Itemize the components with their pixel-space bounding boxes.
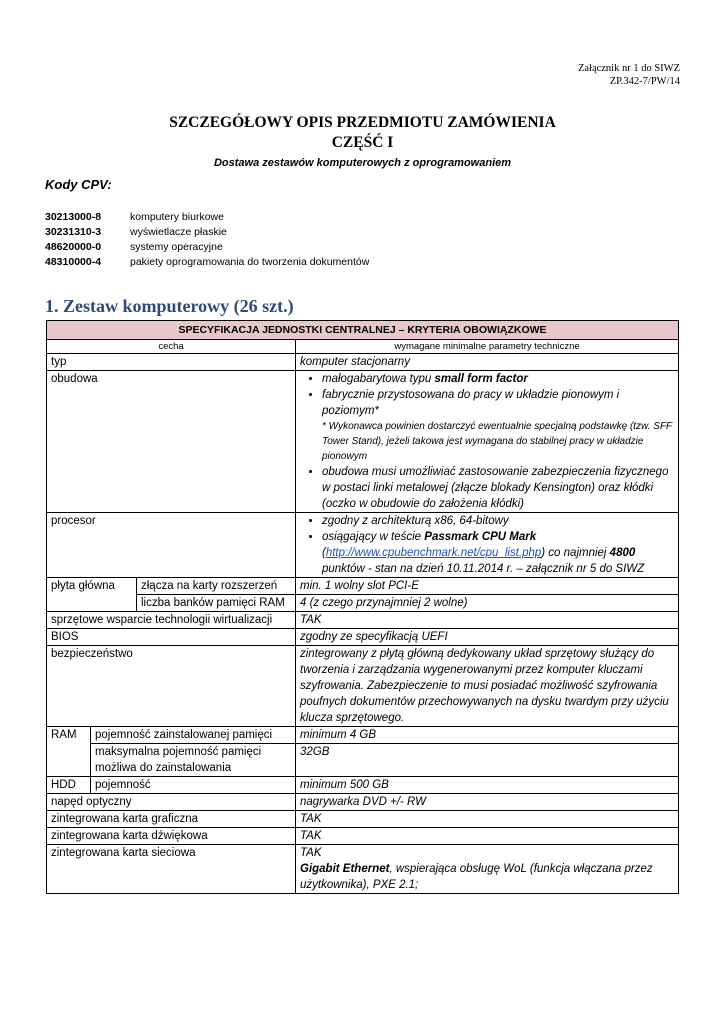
bold-text: 4800	[609, 547, 636, 559]
column-header-feature: cecha	[47, 340, 296, 354]
cpv-desc: pakiety oprogramowania do tworzenia dokumentów	[130, 256, 370, 268]
table-row	[47, 845, 679, 894]
row-label: obudowa	[47, 371, 296, 513]
table-row	[47, 578, 679, 595]
list-item	[322, 513, 674, 529]
row-label: typ	[47, 354, 296, 371]
list-item	[322, 529, 674, 577]
row-value: minimum 500 GB	[296, 777, 679, 794]
column-header-row	[47, 340, 679, 354]
row-value: minimum 4 GB	[296, 727, 679, 744]
text: zgodny z architekturą x86, 64-bitowy	[322, 515, 509, 527]
row-label: zintegrowana karta dźwiękowa	[47, 828, 296, 845]
bold-text: Passmark CPU Mark	[424, 531, 537, 543]
text: , wspierająca obsługę WoL (funkcja włączana przez użytkownika), PXE 2.1;	[300, 863, 653, 891]
table-row	[47, 646, 679, 727]
part-title: CZĘŚĆ I	[331, 134, 394, 151]
table-row	[47, 828, 679, 845]
table-row	[47, 612, 679, 629]
row-label: zintegrowana karta sieciowa	[47, 845, 296, 894]
table-row	[47, 371, 679, 513]
row-label: procesor	[47, 513, 296, 578]
row-value	[296, 371, 679, 513]
case-number: ZP.342-7/PW/14	[609, 76, 680, 87]
section-heading: 1. Zestaw komputerowy (26 szt.)	[45, 296, 294, 316]
table-row	[47, 777, 679, 794]
list-item	[322, 464, 674, 512]
cpv-item	[45, 240, 369, 255]
row-label: RAM	[47, 727, 91, 777]
table-row	[47, 513, 679, 578]
cpv-list	[45, 210, 369, 270]
document-reference	[578, 62, 680, 88]
row-value: zintegrowany z płytą główną dedykowany układ sprzętowy służący do tworzenia i zarządzania wygenerowanymi przez komputer kluczami szyfrowania. Zabezpieczenie to musi posiadać możliwość szyfrowania poufnych dokumentów przechowywanych na dysku twardym przy użyciu klucza sprzętowego.	[296, 646, 679, 727]
text: obudowa musi umożliwiać zastosowanie zabezpieczenia fizycznego w postaci linki metalowej (złącze blokady Kensington) oraz kłódki (oczko w obudowie do założenia kłódki)	[322, 466, 669, 510]
text: fabrycznie przystosowana do pracy w układzie pionowym i poziomym*	[322, 389, 620, 417]
column-header-requirements: wymagane minimalne parametry techniczne	[296, 340, 679, 354]
row-value: TAK	[296, 828, 679, 845]
cpv-code: 48620000-0	[45, 241, 102, 253]
sub-label: liczba banków pamięci RAM	[137, 595, 296, 612]
requirement-list	[300, 513, 674, 577]
cpv-heading: Kody CPV:	[45, 177, 112, 192]
text: TAK	[300, 847, 322, 859]
footnote: * Wykonawca powinien dostarczyć ewentualnie specjalną podstawkę (tzw. SFF Tower Stand), jeżeli takowa jest wymagana do stabilnej pracy w układzie pionowym	[322, 421, 672, 462]
cpv-code: 30213000-8	[45, 211, 102, 223]
table-row	[47, 811, 679, 828]
list-item	[322, 387, 674, 464]
table-row	[47, 595, 679, 612]
cpv-item	[45, 225, 369, 240]
text: (	[322, 547, 326, 559]
row-value	[296, 513, 679, 578]
cpv-code: 48310000-4	[45, 256, 102, 268]
bold-text: small form factor	[434, 373, 528, 385]
row-value: min. 1 wolny slot PCI-E	[296, 578, 679, 595]
text: małogabarytowa typu	[322, 373, 435, 385]
cpv-desc: komputery biurkowe	[130, 211, 224, 223]
row-label: sprzętowe wsparcie technologii wirtualizacji	[47, 612, 296, 629]
row-value: TAK	[296, 612, 679, 629]
table-row	[47, 794, 679, 811]
row-label: HDD	[47, 777, 91, 794]
row-label: BIOS	[47, 629, 296, 646]
sub-label: pojemność	[91, 777, 296, 794]
row-label: płyta główna	[47, 578, 137, 612]
bold-text: Gigabit Ethernet	[300, 863, 390, 875]
table-row	[47, 629, 679, 646]
specification-table	[46, 320, 679, 894]
table-header-row	[47, 321, 679, 340]
row-value: 4 (z czego przynajmniej 2 wolne)	[296, 595, 679, 612]
cpv-desc: wyświetlacze płaskie	[130, 226, 227, 238]
table-row	[47, 727, 679, 744]
text: ) co najmniej	[541, 547, 610, 559]
sub-label: pojemność zainstalowanej pamięci	[91, 727, 296, 744]
row-label: zintegrowana karta graficzna	[47, 811, 296, 828]
requirement-list	[300, 371, 674, 512]
passmark-link[interactable]: http://www.cpubenchmark.net/cpu_list.php	[325, 547, 542, 559]
text: osiągający w teście	[322, 531, 425, 543]
attachment-number: Załącznik nr 1 do SIWZ	[577, 63, 680, 74]
sub-label: złącza na karty rozszerzeń	[137, 578, 296, 595]
table-row	[47, 744, 679, 777]
document-subtitle: Dostawa zestawów komputerowych z oprogramowaniem	[213, 157, 512, 169]
document-title: SZCZEGÓŁOWY OPIS PRZEDMIOTU ZAMÓWIENIA	[169, 114, 556, 131]
text: punktów - stan na dzień 10.11.2014 r. – załącznik nr 5 do SIWZ	[322, 563, 645, 575]
row-value: TAK	[296, 811, 679, 828]
table-header: SPECYFIKACJA JEDNOSTKI CENTRALNEJ – KRYTERIA OBOWIĄZKOWE	[47, 321, 679, 340]
row-value	[296, 845, 679, 894]
row-value: 32GB	[296, 744, 679, 777]
cpv-item	[45, 210, 369, 225]
row-value: nagrywarka DVD +/- RW	[296, 794, 679, 811]
row-label: bezpieczeństwo	[47, 646, 296, 727]
list-item	[322, 371, 674, 387]
sub-label: maksymalna pojemność pamięci możliwa do zainstalowania	[91, 744, 296, 777]
cpv-desc: systemy operacyjne	[130, 241, 223, 253]
row-label: napęd optyczny	[47, 794, 296, 811]
row-value: komputer stacjonarny	[296, 354, 679, 371]
cpv-code: 30231310-3	[45, 226, 102, 238]
cpv-item	[45, 255, 369, 270]
row-value: zgodny ze specyfikacją UEFI	[296, 629, 679, 646]
table-row	[47, 354, 679, 371]
